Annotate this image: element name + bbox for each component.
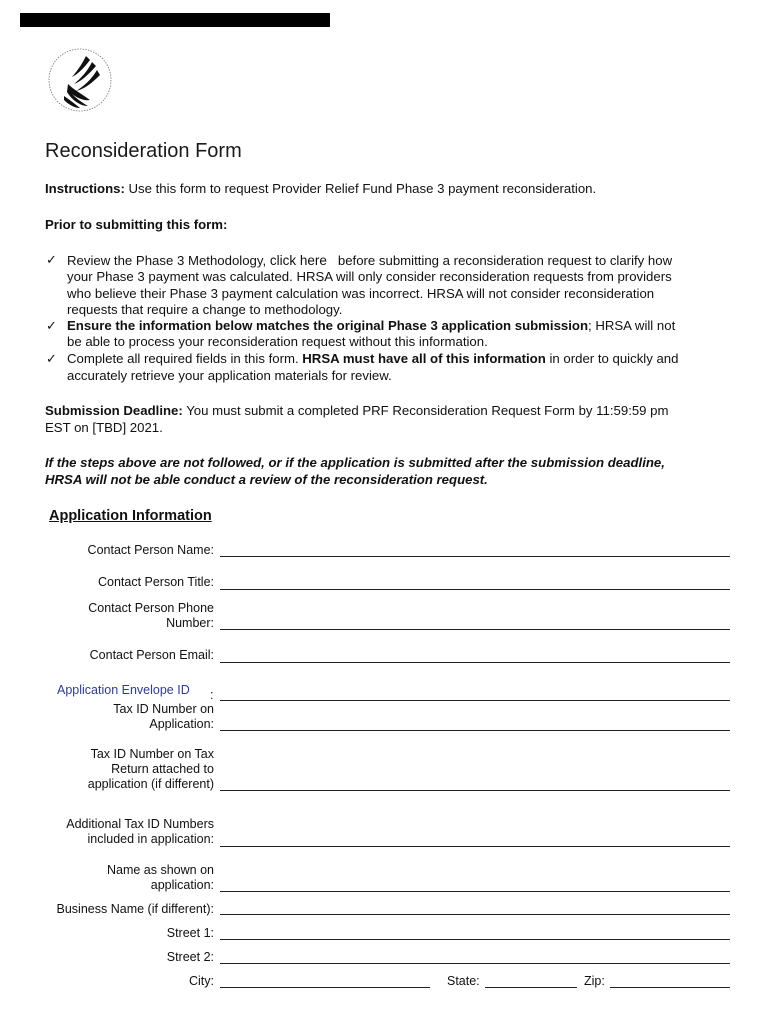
contact-phone-label-1: Contact Person Phone [88, 601, 214, 615]
street2-field[interactable] [220, 963, 730, 964]
contact-phone-label [88, 601, 214, 631]
street1-field[interactable] [220, 939, 730, 940]
checklist-item-3-line-1 [67, 351, 678, 368]
contact-name-field[interactable] [220, 556, 730, 557]
envelope-id-label: Application Envelope ID [57, 683, 190, 697]
additional-tin-label-1: Additional Tax ID Numbers [66, 817, 214, 831]
deadline-line-1 [45, 403, 669, 420]
checklist-item-1-text-b: before submitting a reconsideration request to clarify how [337, 253, 673, 268]
tax-return-label-1: Tax ID Number on Tax [90, 747, 214, 761]
additional-tin-label-2: included in application: [87, 832, 214, 846]
warning-line-2: HRSA will not be able conduct a review of the reconsideration request. [45, 472, 488, 487]
checkmark-icon: ✓ [46, 318, 57, 333]
header-redaction-bar [20, 13, 330, 27]
contact-email-field[interactable] [220, 662, 730, 663]
checklist-item-3-text-a: Complete all required fields in this form. [67, 351, 303, 366]
checklist-item-2-line-1 [67, 318, 675, 335]
street1-label: Street 1: [166, 926, 214, 940]
warning-line-1: If the steps above are not followed, or if the application is submitted after the submission deadline, [45, 455, 665, 470]
tax-return-label [88, 747, 214, 792]
business-name-field[interactable] [220, 914, 730, 915]
checklist-item-3-line-2: accurately retrieve your application materials for review. [67, 368, 392, 383]
checklist-item-2-bold: Ensure the information below matches the original Phase 3 application submission [67, 318, 589, 333]
name-shown-label [107, 863, 214, 893]
street2-label: Street 2: [166, 950, 214, 964]
state-label: State: [447, 974, 480, 988]
tax-id-app-label [113, 702, 214, 732]
checklist-item-1-line-4: requests that require a change to methodology. [67, 302, 343, 317]
contact-title-field[interactable] [220, 589, 730, 590]
business-name-label: Business Name (if different): [56, 902, 214, 916]
zip-field[interactable] [610, 987, 730, 988]
envelope-id-field[interactable] [220, 700, 730, 701]
checklist-item-3-text-b: in order to quickly and [545, 351, 679, 366]
additional-tin-field[interactable] [220, 846, 730, 847]
additional-tin-label [66, 817, 214, 847]
deadline-label: Submission Deadline: [45, 403, 183, 418]
tax-return-label-3: application (if different) [87, 777, 214, 791]
city-field[interactable] [220, 987, 430, 988]
checkmark-icon: ✓ [46, 252, 57, 267]
checklist-item-2-line-2: be able to process your reconsideration request without this information. [67, 334, 488, 349]
checklist-item-1-line-3: who believe their Phase 3 payment calculation was incorrect. HRSA will not consider reconsideration [67, 286, 655, 301]
contact-phone-label-2: Number: [166, 616, 214, 630]
methodology-link[interactable]: click here [269, 253, 327, 268]
tax-return-field[interactable] [220, 790, 730, 791]
city-label: City: [189, 974, 214, 988]
checklist-item-1-text-a: Review the Phase 3 Methodology, [67, 253, 267, 268]
page-title: Reconsideration Form [45, 140, 242, 162]
envelope-id-colon: : [210, 688, 214, 702]
checklist-item-1-line-2: your Phase 3 payment was calculated. HRSA will only consider reconsideration requests from providers [67, 269, 672, 284]
name-shown-field[interactable] [220, 891, 730, 892]
checklist-item-1-line-1 [67, 253, 672, 270]
section-title: Application Information [49, 508, 212, 524]
checklist-item-2-rest: ; HRSA will not [588, 318, 676, 333]
tax-id-app-label-1: Tax ID Number on [113, 702, 214, 716]
state-field[interactable] [485, 987, 577, 988]
contact-email-label: Contact Person Email: [89, 648, 214, 662]
tax-id-app-label-2: Application: [149, 717, 214, 731]
checklist-item-3-bold: HRSA must have all of this information [302, 351, 546, 366]
checkmark-icon: ✓ [46, 351, 57, 366]
contact-phone-field[interactable] [220, 629, 730, 630]
prior-heading: Prior to submitting this form: [45, 217, 228, 232]
contact-title-label: Contact Person Title: [97, 575, 214, 589]
contact-name-label: Contact Person Name: [87, 543, 214, 557]
tax-return-label-2: Return attached to [111, 762, 214, 776]
hhs-seal-logo [42, 44, 118, 116]
tax-id-app-field[interactable] [220, 730, 730, 731]
deadline-text: You must submit a completed PRF Reconsideration Request Form by 11:59:59 pm [182, 403, 669, 418]
name-shown-label-1: Name as shown on [106, 863, 214, 877]
instructions-text: Use this form to request Provider Relief Fund Phase 3 payment reconsideration. [124, 181, 597, 196]
name-shown-label-2: application: [150, 878, 214, 892]
instructions-label: Instructions: [45, 181, 125, 196]
instructions-paragraph [45, 181, 596, 198]
deadline-line-2: EST on [TBD] 2021. [45, 420, 163, 435]
zip-label: Zip: [584, 974, 605, 988]
